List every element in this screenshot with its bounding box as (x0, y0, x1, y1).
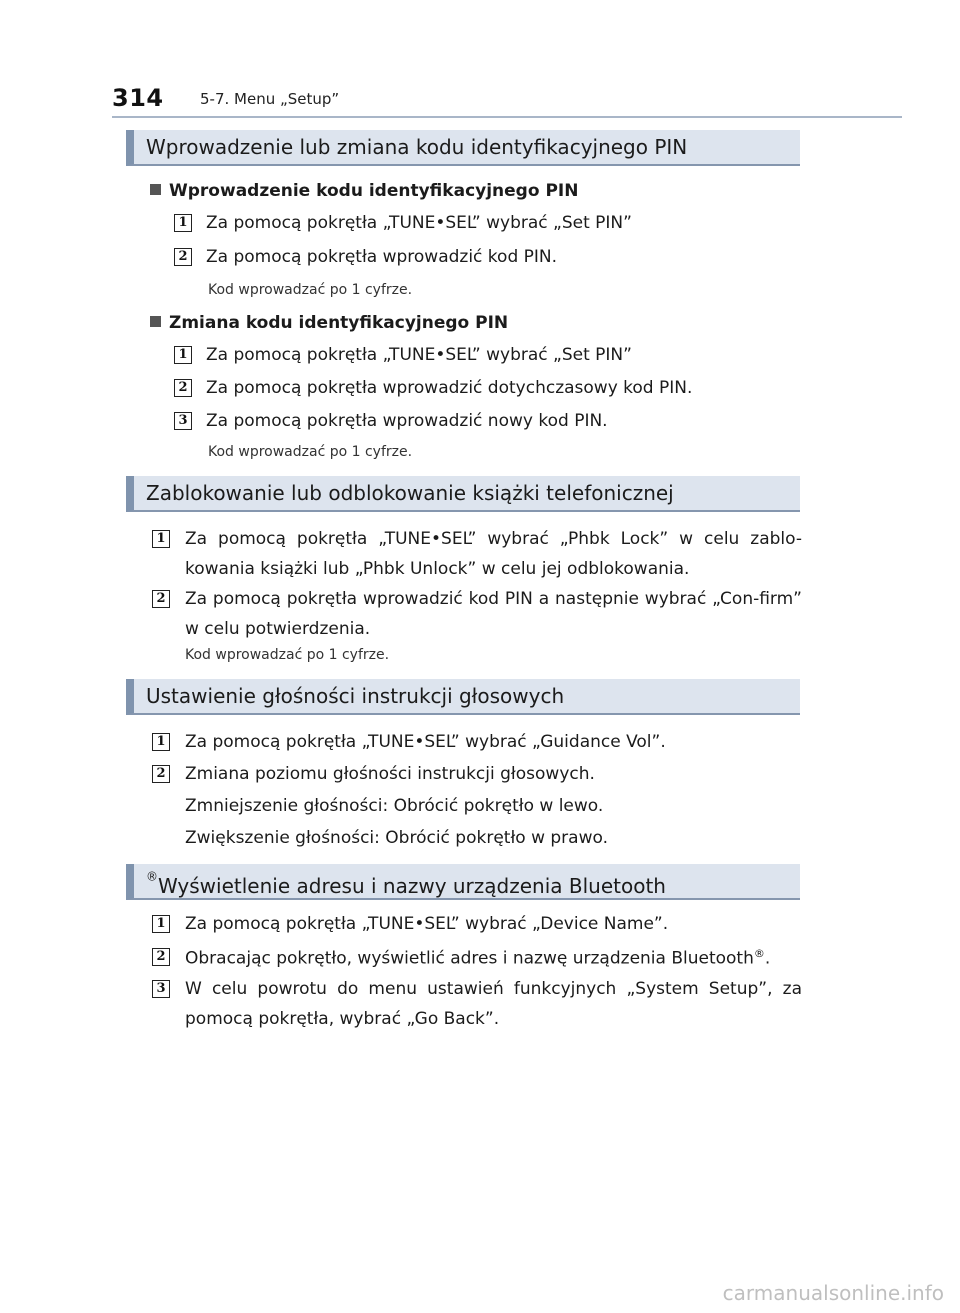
section-heading-volume (126, 679, 800, 715)
step-number-badge: 2 (152, 590, 170, 608)
step-note: Kod wprowadzać po 1 cyfrze. (185, 647, 390, 663)
step-number-badge: 1 (152, 530, 170, 548)
step-text: Za pomocą pokrętła „TUNE•SEL” wybrać „Device Name”. (185, 914, 669, 934)
section-heading-bluetooth (126, 864, 800, 900)
instruction-line: Zwiększenie głośności: Obrócić pokrętło w prawo. (185, 828, 608, 848)
registered-mark: ® (753, 947, 765, 960)
section-heading-phonebook (126, 476, 800, 512)
step-text: Za pomocą pokrętła wprowadzić kod PIN. (206, 247, 558, 267)
step-text: W celu powrotu do menu ustawień funkcyjnych „System Setup”, za pomocą pokrętła, wybrać „Go Back”. (185, 979, 802, 1029)
subheading-label: Zmiana kodu identyfikacyjnego PIN (169, 313, 509, 333)
step-number-badge: 3 (174, 412, 192, 430)
step-number-badge: 1 (152, 915, 170, 933)
step-text: Za pomocą pokrętła wprowadzić kod PIN a następnie wybrać „Con-firm” w celu potwierdzenia. (185, 589, 802, 639)
step-text: Za pomocą pokrętła „TUNE•SEL” wybrać „Phbk Lock” w celu zablo-kowania książki lub „Phbk Unlock” w celu jej odblokowania. (185, 529, 802, 579)
header-divider (112, 116, 902, 118)
step-number-badge: 2 (174, 379, 192, 397)
page-number: 314 (112, 84, 164, 112)
step-number-badge: 2 (152, 765, 170, 783)
subheading-label: Wprowadzenie kodu identyfikacyjnego PIN (169, 181, 579, 201)
section-title: Ustawienie głośności instrukcji głosowych (146, 684, 565, 708)
step-number-badge: 1 (174, 214, 192, 232)
step-number-badge: 2 (174, 248, 192, 266)
registered-mark: ® (146, 869, 158, 884)
section-title: Wprowadzenie lub zmiana kodu identyfikacyjnego PIN (146, 135, 688, 159)
step-text: Za pomocą pokrętła „TUNE•SEL” wybrać „Guidance Vol”. (185, 732, 666, 752)
watermark: carmanualsonline.info (722, 1281, 944, 1305)
step-text: Za pomocą pokrętła „TUNE•SEL” wybrać „Set PIN” (206, 345, 632, 365)
step-note: Kod wprowadzać po 1 cyfrze. (208, 444, 413, 460)
step-number-badge: 1 (152, 733, 170, 751)
step-number-badge: 2 (152, 948, 170, 966)
step-note: Kod wprowadzać po 1 cyfrze. (208, 282, 413, 298)
step-text: Za pomocą pokrętła wprowadzić dotychczasowy kod PIN. (206, 378, 693, 398)
subheading-change-pin (150, 313, 508, 333)
step-text: Za pomocą pokrętła „TUNE•SEL” wybrać „Set PIN” (206, 213, 632, 233)
step-text: Zmiana poziomu głośności instrukcji głosowych. (185, 764, 595, 784)
page-header (112, 84, 902, 114)
step-number-badge: 3 (152, 980, 170, 998)
section-title (146, 869, 666, 898)
step-text-main: Obracając pokrętło, wyświetlić adres i nazwę urządzenia Bluetooth (185, 948, 754, 969)
step-number-badge: 1 (174, 346, 192, 364)
section-title: Zablokowanie lub odblokowanie książki telefonicznej (146, 481, 674, 505)
section-heading-pin (126, 130, 800, 166)
subheading-enter-pin (150, 181, 578, 201)
step-text: Za pomocą pokrętła wprowadzić nowy kod PIN. (206, 411, 608, 431)
step-text (185, 947, 770, 969)
step-text-end: . (764, 948, 771, 969)
square-bullet-icon (150, 184, 161, 195)
section-title-text: Wyświetlenie adresu i nazwy urządzenia Bluetooth (158, 874, 666, 898)
instruction-line: Zmniejszenie głośności: Obrócić pokrętło w lewo. (185, 796, 604, 816)
square-bullet-icon (150, 316, 161, 327)
section-reference: 5-7. Menu „Setup” (200, 90, 340, 108)
